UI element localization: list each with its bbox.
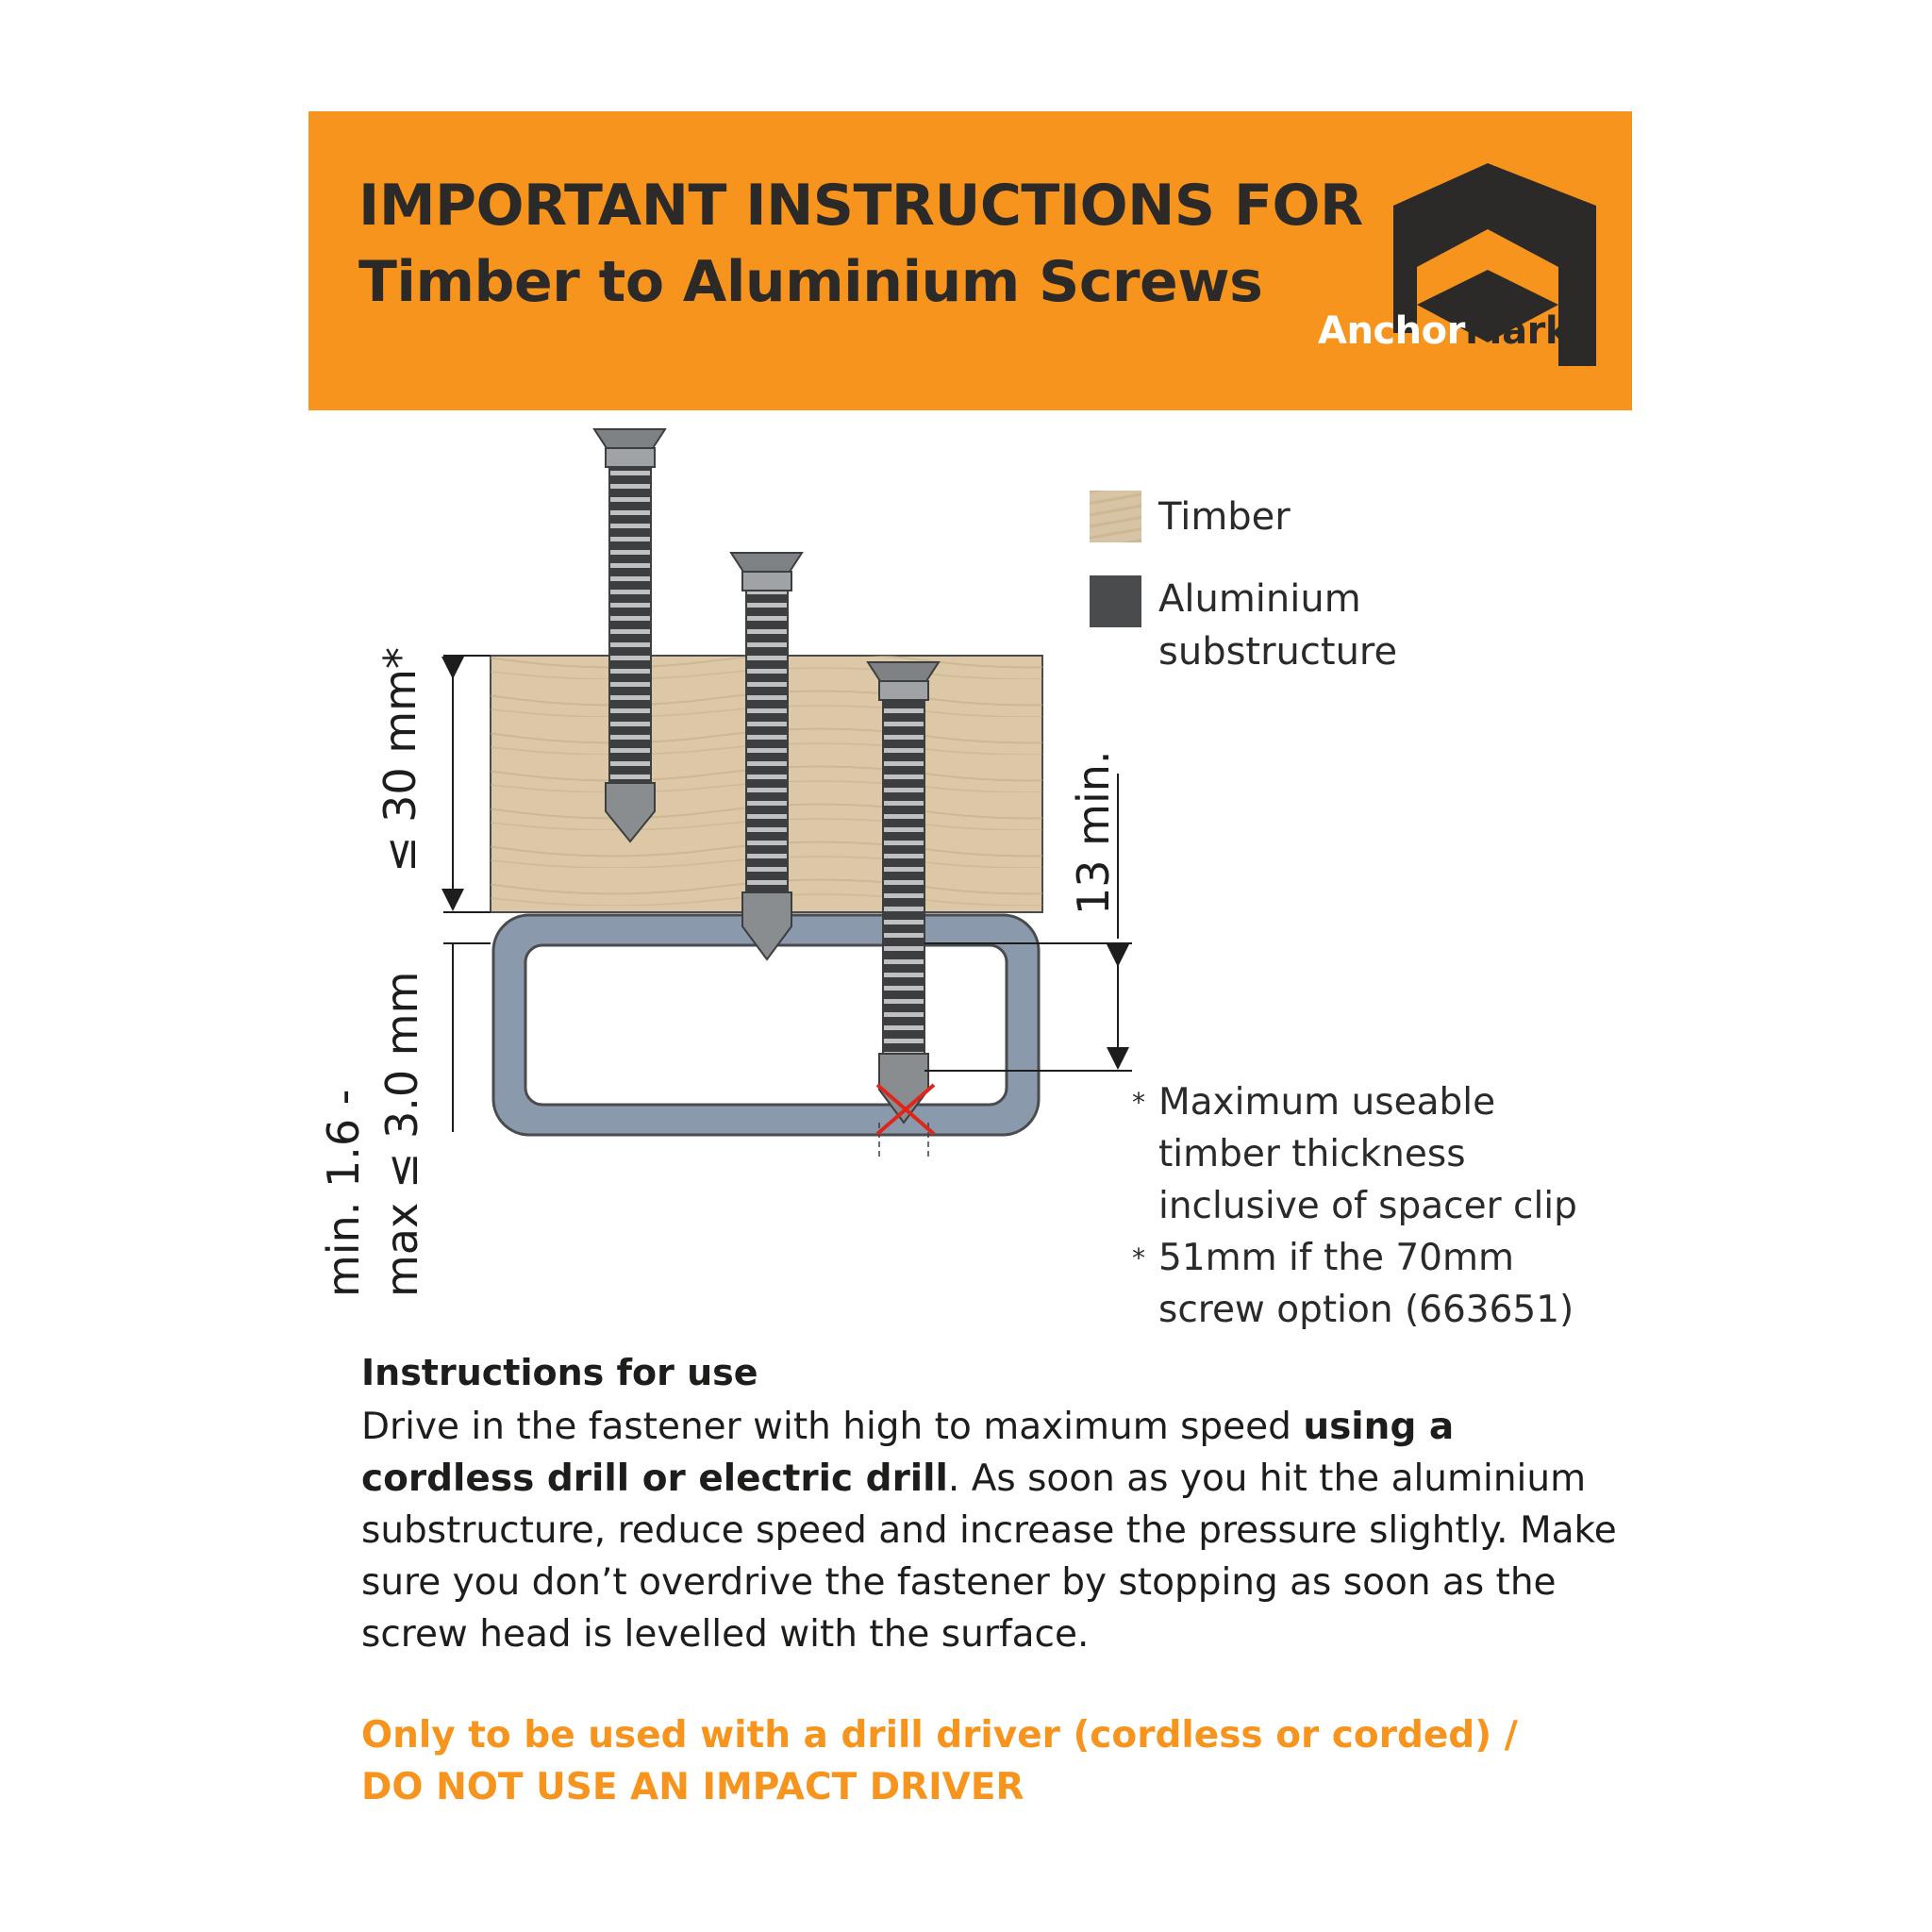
footnote-1-line-1: Maximum useable: [1158, 1081, 1496, 1124]
warning-line-2: DO NOT USE AN IMPACT DRIVER: [361, 1766, 1024, 1808]
dimension-wall-thickness: [443, 943, 491, 1132]
footnote-star: *: [1132, 1087, 1145, 1118]
anchormark-logo-icon: [1374, 140, 1620, 394]
label-timber-thickness: ≤ 30 mm*: [375, 647, 425, 873]
brand-wordmark: [1318, 309, 1570, 353]
title-line-2: Timber to Aluminium Screws: [358, 249, 1263, 315]
label-engagement: 13 min.: [1068, 750, 1119, 915]
dimension-timber-thickness: [443, 656, 491, 912]
footnote-1-line-3: inclusive of spacer clip: [1158, 1185, 1577, 1227]
legend-timber-label: Timber: [1158, 495, 1291, 539]
instructions-text-1: Drive in the fastener with high to maximum speed: [361, 1406, 1304, 1448]
title-line-1: IMPORTANT INSTRUCTIONS FOR: [358, 173, 1363, 239]
brand-part-2: Mark: [1464, 309, 1570, 353]
footnote-1-line-2: timber thickness: [1158, 1133, 1466, 1175]
instructions-text-bold: using a cordless drill or electric drill: [361, 1406, 1455, 1500]
installation-diagram: [302, 415, 1132, 1321]
legend-aluminium-swatch: [1090, 575, 1141, 627]
label-wall-line-2: max ≤ 3.0 mm: [376, 971, 427, 1297]
warning-line-1: Only to be used with a drill driver (cordless or corded) /: [361, 1714, 1518, 1757]
footnote-star: *: [1132, 1242, 1145, 1274]
instructions-heading: Instructions for use: [361, 1352, 758, 1393]
warning-text: [361, 1709, 1635, 1813]
legend-aluminium-label-2: substructure: [1158, 630, 1398, 674]
instructions-body: [361, 1401, 1635, 1660]
footnote-1: [1132, 1076, 1577, 1232]
footnote-2-line-2: screw option (663651): [1158, 1289, 1574, 1331]
legend-timber-swatch: [1090, 491, 1141, 542]
label-wall-line-1: min. 1.6 -: [318, 1089, 369, 1297]
instructions-text-2: . As soon as you hit the aluminium substructure, reduce speed and increase the pressure slightly. Make sure you don’t overdrive the fastener by stopping as soon as the screw head is levelled with the surface.: [361, 1457, 1617, 1656]
footnote-2: [1132, 1232, 1574, 1336]
footnote-2-line-1: 51mm if the 70mm: [1158, 1237, 1514, 1279]
header-banner: [308, 111, 1632, 410]
brand-part-1: Anchor: [1318, 309, 1465, 353]
legend-aluminium-label-1: Aluminium: [1158, 577, 1361, 621]
